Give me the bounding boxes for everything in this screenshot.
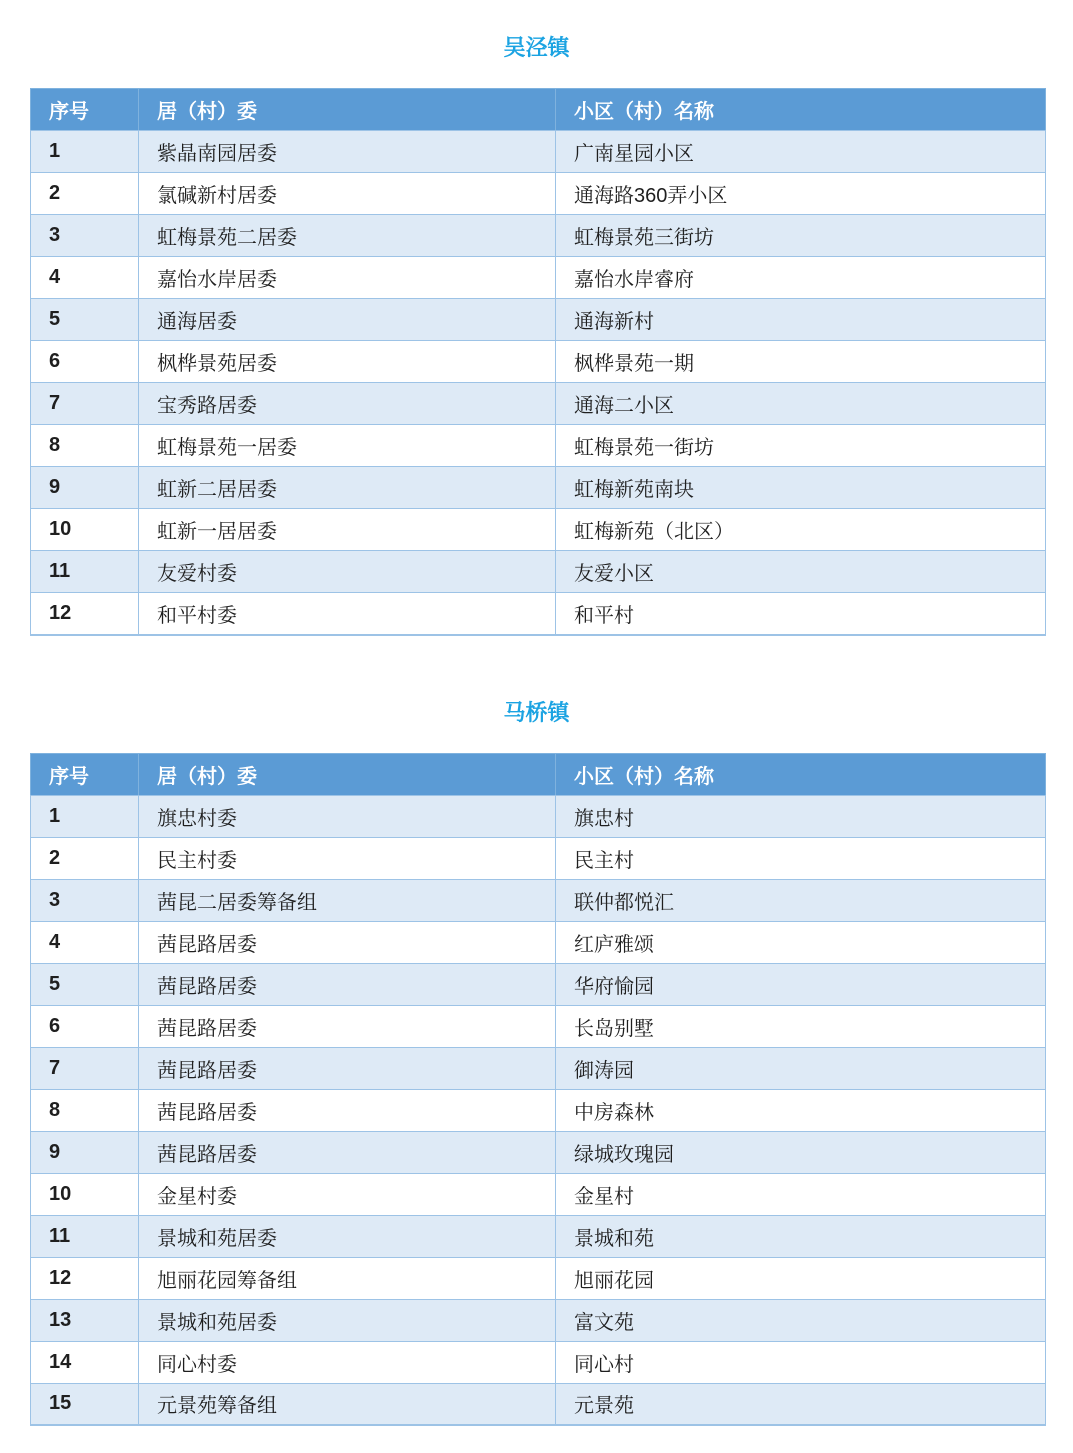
- community-name: 旗忠村: [556, 795, 1046, 837]
- table-row: [31, 467, 1046, 509]
- row-number: 12: [31, 593, 139, 635]
- committee-name: 和平村委: [139, 593, 556, 635]
- column-header: 居（村）委: [139, 89, 556, 131]
- table-row: [31, 1299, 1046, 1341]
- community-name: 长岛别墅: [556, 1005, 1046, 1047]
- committee-name: 枫桦景苑居委: [139, 341, 556, 383]
- committee-name: 虹新一居居委: [139, 509, 556, 551]
- table-row: [31, 425, 1046, 467]
- table-row: [31, 1383, 1046, 1425]
- community-name: 和平村: [556, 593, 1046, 635]
- wujing-town-section: [0, 0, 1073, 636]
- table-row: [31, 1047, 1046, 1089]
- community-name: 广南星园小区: [556, 131, 1046, 173]
- row-number: 4: [31, 921, 139, 963]
- row-number: 15: [31, 1383, 139, 1425]
- table-row: [31, 299, 1046, 341]
- row-number: 3: [31, 215, 139, 257]
- committee-name: 茜昆路居委: [139, 1047, 556, 1089]
- committee-name: 紫晶南园居委: [139, 131, 556, 173]
- maqiao-town-title: 马桥镇: [503, 699, 570, 725]
- column-header: 序号: [31, 753, 139, 795]
- committee-name: 通海居委: [139, 299, 556, 341]
- row-number: 9: [31, 1131, 139, 1173]
- maqiao-town-table: [30, 753, 1046, 1427]
- table-body: [31, 131, 1046, 635]
- table-row: [31, 879, 1046, 921]
- committee-name: 景城和苑居委: [139, 1299, 556, 1341]
- row-number: 2: [31, 837, 139, 879]
- table-head: [31, 753, 1046, 795]
- row-number: 6: [31, 341, 139, 383]
- committee-name: 虹梅景苑一居委: [139, 425, 556, 467]
- community-name: 联仲都悦汇: [556, 879, 1046, 921]
- row-number: 13: [31, 1299, 139, 1341]
- committee-name: 茜昆路居委: [139, 921, 556, 963]
- table-row: [31, 131, 1046, 173]
- row-number: 12: [31, 1257, 139, 1299]
- table-row: [31, 257, 1046, 299]
- row-number: 1: [31, 795, 139, 837]
- header-row: [31, 753, 1046, 795]
- committee-name: 同心村委: [139, 1341, 556, 1383]
- row-number: 8: [31, 1089, 139, 1131]
- row-number: 10: [31, 509, 139, 551]
- table-row: [31, 1005, 1046, 1047]
- row-number: 11: [31, 551, 139, 593]
- committee-name: 民主村委: [139, 837, 556, 879]
- row-number: 2: [31, 173, 139, 215]
- committee-name: 友爱村委: [139, 551, 556, 593]
- row-number: 7: [31, 1047, 139, 1089]
- wujing-town-table: [30, 88, 1046, 636]
- table-row: [31, 593, 1046, 635]
- row-number: 1: [31, 131, 139, 173]
- community-name: 元景苑: [556, 1383, 1046, 1425]
- community-name: 中房森林: [556, 1089, 1046, 1131]
- row-number: 9: [31, 467, 139, 509]
- column-header: 居（村）委: [139, 753, 556, 795]
- committee-name: 旭丽花园筹备组: [139, 1257, 556, 1299]
- community-name: 绿城玫瑰园: [556, 1131, 1046, 1173]
- row-number: 3: [31, 879, 139, 921]
- row-number: 5: [31, 963, 139, 1005]
- committee-name: 旗忠村委: [139, 795, 556, 837]
- table-row: [31, 509, 1046, 551]
- table-row: [31, 1341, 1046, 1383]
- table-body: [31, 795, 1046, 1425]
- table-row: [31, 383, 1046, 425]
- community-name: 御涛园: [556, 1047, 1046, 1089]
- table-row: [31, 215, 1046, 257]
- row-number: 6: [31, 1005, 139, 1047]
- table-row: [31, 921, 1046, 963]
- committee-name: 嘉怡水岸居委: [139, 257, 556, 299]
- table-row: [31, 1173, 1046, 1215]
- committee-name: 宝秀路居委: [139, 383, 556, 425]
- community-name: 通海路360弄小区: [556, 173, 1046, 215]
- community-name: 民主村: [556, 837, 1046, 879]
- community-name: 友爱小区: [556, 551, 1046, 593]
- community-name: 虹梅新苑南块: [556, 467, 1046, 509]
- table-row: [31, 1089, 1046, 1131]
- committee-name: 元景苑筹备组: [139, 1383, 556, 1425]
- row-number: 10: [31, 1173, 139, 1215]
- table-row: [31, 1215, 1046, 1257]
- community-name: 虹梅新苑（北区）: [556, 509, 1046, 551]
- table-row: [31, 795, 1046, 837]
- community-name: 红庐雅颂: [556, 921, 1046, 963]
- community-name: 通海新村: [556, 299, 1046, 341]
- committee-name: 茜昆路居委: [139, 1089, 556, 1131]
- table-row: [31, 1131, 1046, 1173]
- committee-name: 虹新二居居委: [139, 467, 556, 509]
- community-name: 同心村: [556, 1341, 1046, 1383]
- header-row: [31, 89, 1046, 131]
- table-row: [31, 1257, 1046, 1299]
- committee-name: 茜昆二居委筹备组: [139, 879, 556, 921]
- row-number: 7: [31, 383, 139, 425]
- committee-name: 茜昆路居委: [139, 1005, 556, 1047]
- row-number: 5: [31, 299, 139, 341]
- committee-name: 茜昆路居委: [139, 963, 556, 1005]
- table-row: [31, 173, 1046, 215]
- column-header: 序号: [31, 89, 139, 131]
- table-row: [31, 341, 1046, 383]
- community-name: 通海二小区: [556, 383, 1046, 425]
- community-name: 虹梅景苑三街坊: [556, 215, 1046, 257]
- committee-name: 景城和苑居委: [139, 1215, 556, 1257]
- table-row: [31, 963, 1046, 1005]
- table-head: [31, 89, 1046, 131]
- committee-name: 氯碱新村居委: [139, 173, 556, 215]
- column-header: 小区（村）名称: [556, 753, 1046, 795]
- row-number: 4: [31, 257, 139, 299]
- committee-name: 虹梅景苑二居委: [139, 215, 556, 257]
- community-name: 景城和苑: [556, 1215, 1046, 1257]
- community-name: 嘉怡水岸睿府: [556, 257, 1046, 299]
- community-name: 枫桦景苑一期: [556, 341, 1046, 383]
- community-name: 华府愉园: [556, 963, 1046, 1005]
- community-name: 旭丽花园: [556, 1257, 1046, 1299]
- community-name: 虹梅景苑一街坊: [556, 425, 1046, 467]
- table-row: [31, 551, 1046, 593]
- committee-name: 金星村委: [139, 1173, 556, 1215]
- column-header: 小区（村）名称: [556, 89, 1046, 131]
- maqiao-town-section: [0, 636, 1073, 1427]
- community-name: 金星村: [556, 1173, 1046, 1215]
- wujing-town-title: 吴泾镇: [503, 35, 570, 60]
- row-number: 11: [31, 1215, 139, 1257]
- table-row: [31, 837, 1046, 879]
- row-number: 8: [31, 425, 139, 467]
- row-number: 14: [31, 1341, 139, 1383]
- community-name: 富文苑: [556, 1299, 1046, 1341]
- committee-name: 茜昆路居委: [139, 1131, 556, 1173]
